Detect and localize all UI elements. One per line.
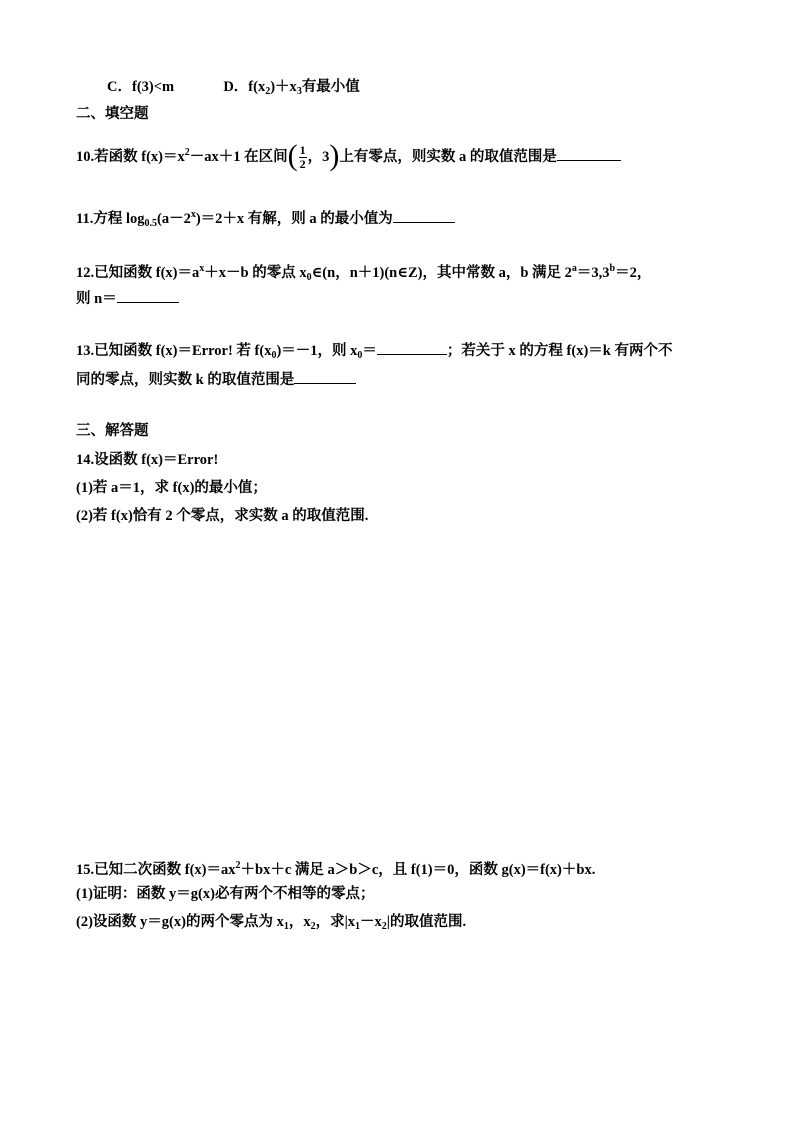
question-13: 13.已知函数 f(x)＝Error! 若 $f(x_0)=-1$，则 $x_0=$ ；若关于 x 的方程 f(x)＝k 有两个不	[76, 340, 672, 366]
answer-blank-13b[interactable]	[294, 369, 356, 384]
question-12-line2: 则 n＝	[76, 288, 179, 309]
question-14-stem: 14.设函数 f(x)＝Error!	[76, 452, 219, 468]
option-d-label: D．	[223, 79, 249, 95]
fraction-one-half: $\frac{1}{2}$	[299, 143, 306, 172]
question-15-stem: 15.已知二次函数 $f(x)=ax^2+bx+c$ 满足 a＞b＞c，且 f(1)＝0，函数 g(x)＝f(x)＋bx.	[76, 860, 596, 878]
question-15-part1: (1)证明：函数 y＝g(x)必有两个不相等的零点；	[76, 886, 375, 902]
question-15-part2: (2)设函数 y＝g(x)的两个零点为 $x_1$，$x_2$，求$|x_1-x_2|$的取值范围.	[76, 914, 467, 932]
question-13-line2: 同的零点，则实数 k 的取值范围是	[76, 369, 356, 390]
question-10: 10.若函数 $f(x)=x^2-ax+1$ 在区间( $\frac{1}{2}$ ，3)上有零点，则实数 a 的取值范围是	[76, 143, 621, 171]
question-12: 12.已知函数 $f(x)=a^x+x-b$ 的零点 $x_0\in(n$，n＋1)(n∈Z)，其中常数 a，b 满足 $2^a=3,3^b=2$，	[76, 263, 652, 283]
q9-options	[107, 77, 360, 102]
section-solution-heading: 三、解答题	[76, 423, 149, 439]
question-14-part2: (2)若 f(x)恰有 2 个零点，求实数 a 的取值范围.	[76, 508, 369, 524]
answer-blank-10[interactable]	[557, 146, 621, 161]
question-11: 11.方程 $\log_{0.5}(a-2^x)=2+x$ 有解，则 a 的最小值为	[76, 205, 455, 234]
option-c-label: C．	[107, 79, 132, 95]
answer-blank-13a[interactable]	[377, 340, 447, 355]
section-fill-in-heading: 二、填空题	[76, 106, 149, 122]
answer-blank-11[interactable]	[393, 208, 455, 223]
option-c-text: f(3)<m	[131, 79, 175, 95]
answer-blank-12[interactable]	[117, 288, 179, 303]
question-14-part1: (1)若 a＝1，求 f(x)的最小值；	[76, 480, 267, 496]
option-d-text: $f(x_2)+x_3$有最小值	[248, 79, 360, 97]
